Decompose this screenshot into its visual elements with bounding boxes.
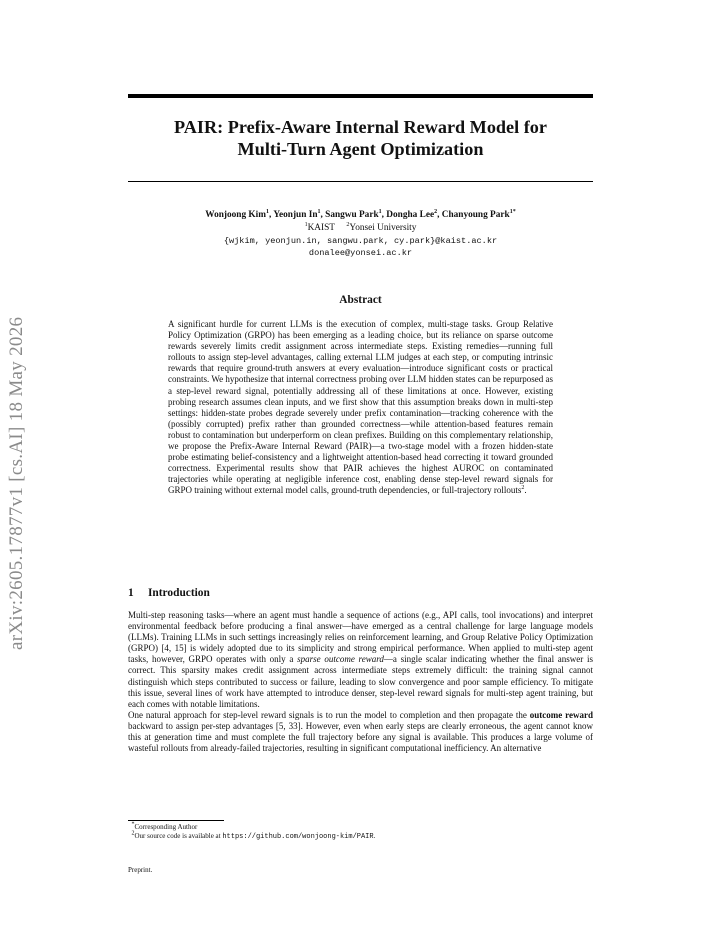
author-mark: 1 (378, 208, 382, 215)
footnote-2 (128, 832, 593, 842)
footnote-mark: * (131, 821, 135, 828)
abstract-end: . (524, 485, 527, 496)
paper-title (128, 116, 593, 160)
affiliation-mark: 2 (346, 221, 350, 228)
footnote-1 (128, 823, 593, 832)
footnote-ref[interactable]: 2 (521, 485, 525, 492)
author-mark: 1 (266, 208, 269, 215)
affiliation-name: Yonsei University (349, 223, 417, 233)
author-mark: 2 (434, 208, 438, 215)
affiliation-mark: 1 (304, 221, 308, 228)
section-title: Introduction (148, 587, 210, 599)
strong-text: outcome reward (529, 709, 593, 720)
abstract-heading: Abstract (339, 294, 382, 306)
source-code-link[interactable]: https://github.com/wonjoong-kim/PAIR (222, 833, 374, 842)
abstract-body: A significant hurdle for current LLMs is the execution of complex, multi-stage tasks. Group Relative Policy Optimization (GRPO) has been emerging as a leading choice, but its reliance on sparse outcome rewards severely limits credit assignment across intermediate steps. Existing remedies—running full rollouts to assign step-level advantages, calling external LLM judges at each step, or computing intrinsic rewards that require ground-truth answers at every evaluation—introduce significant costs or practical constraints. We hypothesize that internal correctness probing over LLM hidden states can be repurposed as a step-level reward signal, potentially addressing all of these limitations at once. However, existing probing research assumes clean inputs, and we first show that this assumption breaks down in multi-step settings: hidden-state probes degrade severely under prefix contamination—tracking coherence with the (possibly corrupted) prefix rather than grounded correctness—while attention-based features remain robust to contamination but underperform on clean prefixes. Building on this complementary relationship, we propose the Prefix-Aware Internal Reward (PAIR)—a two-stage model with a frozen hidden-state probe estimating belief-consistency and a lightweight attention-based head correcting it toward grounded correctness. Experimental results show that PAIR achieves the highest AUROC on contaminated trajectories while operating at negligible inference cost, enabling dense step-level reward signals for GRPO training without external model calls, ground-truth dependencies, or full-trajectory rollouts (168, 319, 553, 496)
introduction-body (128, 610, 593, 754)
preprint-label: Preprint. (128, 866, 153, 874)
arxiv-identifier[interactable]: arXiv:2605.17877v1 [cs.AI] 18 May 2026 (6, 316, 27, 650)
author-emails (128, 235, 593, 259)
paragraph-text: One natural approach for step-level reward signals is to run the model to completion and then propagate the (128, 709, 530, 720)
author-name: Chanyoung Park (441, 210, 510, 220)
footnote-text: Corresponding Author (134, 823, 198, 831)
affiliation-name: KAIST (307, 223, 335, 233)
author-mark: 1 (317, 208, 321, 215)
author-name: Wonjoong Kim (205, 210, 266, 220)
paragraph-text: Multi-step reasoning tasks—where an agent must handle a sequence of actions (e.g., API calls, tool invocations) and interpret environmental feedback before producing a final answer—have emerged as a central challenge for large language models (LLMs). Training LLMs in such settings increasingly relies on reinforcement learning, and Group Relative Policy Optimization (GRPO) [4, 15] is widely adopted due to its simplicity and strong empirical performance. When applied to multi-step agent tasks, however, GRPO operates with only a (128, 610, 593, 665)
author-name: Yeonjun In (273, 210, 318, 220)
title-line-2: Multi-Turn Agent Optimization (237, 139, 484, 159)
title-bottom-rule (128, 181, 593, 182)
section-heading-introduction (128, 587, 210, 599)
author-name: Sangwu Park (325, 210, 379, 220)
emphasis-text: sparse outcome reward (297, 654, 384, 665)
email-line[interactable]: donalee@yonsei.ac.kr (308, 248, 413, 258)
title-line-1: PAIR: Prefix-Aware Internal Reward Model for (174, 117, 547, 137)
intro-paragraph-1 (128, 610, 593, 710)
intro-paragraph-2 (128, 710, 593, 754)
author-name: Dongha Lee (386, 210, 435, 220)
affiliations (128, 223, 593, 235)
paragraph-text: —a single scalar indicating whether the final answer is correct. This sparsity makes credit assignment across intermediate steps extremely difficult: the training signal cannot distinguish which steps contributed to success or failure, leading to slow convergence and poor sample efficiency. To mitigate this issue, several lines of work have attempted to introduce denser, step-level reward signals for multi-step agent training, but each comes with notable limitations. (128, 654, 594, 709)
author-list: Wonjoong Kim$^1$, Yeonjun In$^1$, Sangwu Park$^1$, Dongha Lee$^2$, Chanyoung Park$^{1*}$ (205, 208, 516, 220)
footnote-mark: 2 (131, 830, 135, 837)
paragraph-text: backward to assign per-step advantages [5, 33]. However, even when early steps are clearly erroneous, the agent cannot know this at generation time and must complete the full trajectory before any signal is available. This produces a large volume of wasteful rollouts from already-failed trajectories, resulting in significant computational inefficiency. An alternative (128, 720, 593, 754)
footnote-text: . (373, 832, 376, 841)
footnote-rule (128, 820, 224, 821)
footnote-text: Our source code is available at (134, 832, 223, 841)
email-line[interactable]: {wjkim, yeonjun.in, sangwu.park, cy.park}@kaist.ac.kr (223, 236, 498, 246)
footnotes (128, 823, 593, 842)
abstract-text (168, 319, 553, 497)
title-top-rule (128, 94, 593, 98)
author-mark: 1* (509, 208, 516, 215)
section-number: 1 (128, 587, 134, 599)
